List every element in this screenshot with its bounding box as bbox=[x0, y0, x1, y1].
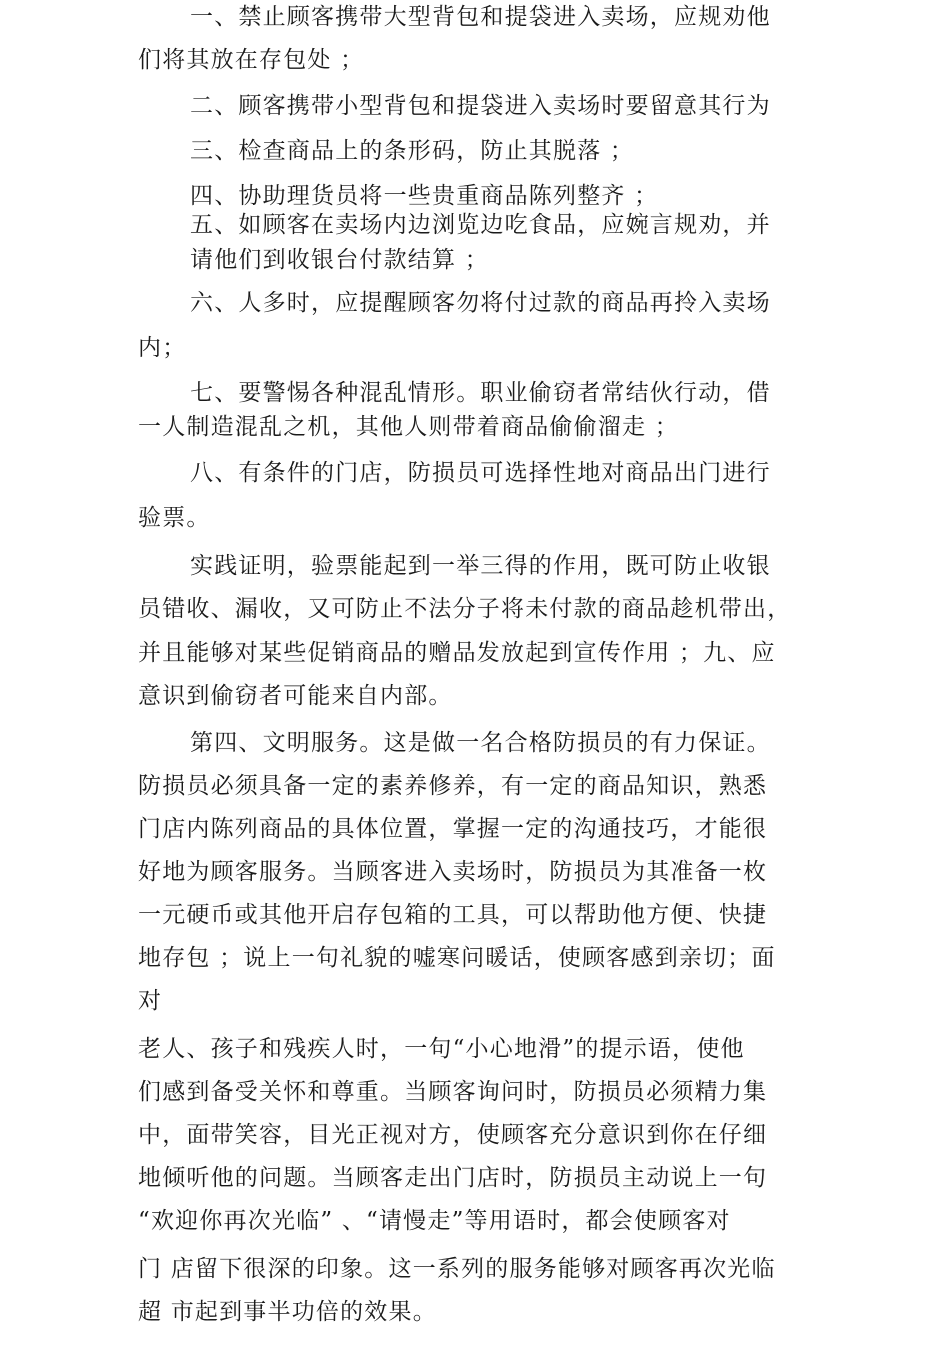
text-line: 一人制造混乱之机，其他人则带着商品偷偷溜走 ； bbox=[138, 414, 679, 440]
text-line: 并且能够对某些促销商品的赠品发放起到宣传作用 ；九、应 bbox=[138, 640, 776, 666]
text-line: 验票。 bbox=[138, 505, 211, 531]
text-line: 门店内陈列商品的具体位置，掌握一定的沟通技巧，才能很 bbox=[138, 816, 768, 842]
text-line: 门 店留下很深的印象。这一系列的服务能够对顾客再次光临 bbox=[138, 1256, 776, 1282]
text-line: 二、顾客携带小型背包和提袋进入卖场时要留意其行为 bbox=[190, 93, 771, 119]
text-line: 七、要警惕各种混乱情形。职业偷窃者常结伙行动，借 bbox=[190, 380, 771, 406]
text-line: 意识到偷窃者可能来自内部。 bbox=[138, 683, 453, 709]
text-line: 一、禁止顾客携带大型背包和提袋进入卖场，应规劝他 bbox=[190, 4, 771, 30]
text-line: 们将其放在存包处 ； bbox=[138, 47, 365, 73]
text-line: 第四、文明服务。这是做一名合格防损员的有力保证。 bbox=[190, 730, 771, 756]
text-line: 八、有条件的门店，防损员可选择性地对商品出门进行 bbox=[190, 460, 771, 486]
text-line: 防损员必须具备一定的素养修养，有一定的商品知识，熟悉 bbox=[138, 773, 768, 799]
text-line: 好地为顾客服务。当顾客进入卖场时，防损员为其准备一枚 bbox=[138, 859, 768, 885]
text-line: “欢迎你再次光临” 、“请慢走”等用语时，都会使顾客对 bbox=[138, 1208, 731, 1234]
text-line: 四、协助理货员将一些贵重商品陈列整齐 ； bbox=[190, 183, 659, 209]
text-line: 们感到备受关怀和尊重。当顾客询问时，防损员必须精力集 bbox=[138, 1079, 768, 1105]
text-line: 一元硬币或其他开启存包箱的工具，可以帮助他方便、快捷 bbox=[138, 902, 768, 928]
text-line: 实践证明，验票能起到一举三得的作用，既可防止收银 bbox=[190, 553, 771, 579]
text-line: 地存包 ；说上一句礼貌的嘘寒问暖话，使顾客感到亲切；面 bbox=[138, 945, 776, 971]
text-line: 五、如顾客在卖场内边浏览边吃食品，应婉言规劝，并 bbox=[190, 212, 771, 238]
text-line: 老人、孩子和残疾人时，一句“小心地滑”的提示语，使他 bbox=[138, 1036, 745, 1062]
text-line: 内； bbox=[138, 335, 187, 361]
text-line: 超 市起到事半功倍的效果。 bbox=[138, 1299, 437, 1325]
text-line: 请他们到收银台付款结算 ； bbox=[190, 247, 489, 273]
text-line: 三、检查商品上的条形码，防止其脱落 ； bbox=[190, 138, 635, 164]
text-line: 地倾听他的问题。当顾客走出门店时，防损员主动说上一句 bbox=[138, 1165, 768, 1191]
text-line: 中，面带笑容，目光正视对方，使顾客充分意识到你在仔细 bbox=[138, 1122, 768, 1148]
text-line: 员错收、漏收，又可防止不法分子将未付款的商品趁机带出， bbox=[138, 596, 792, 622]
text-line: 六、人多时，应提醒顾客勿将付过款的商品再拎入卖场 bbox=[190, 290, 771, 316]
text-line: 对 bbox=[138, 988, 163, 1014]
